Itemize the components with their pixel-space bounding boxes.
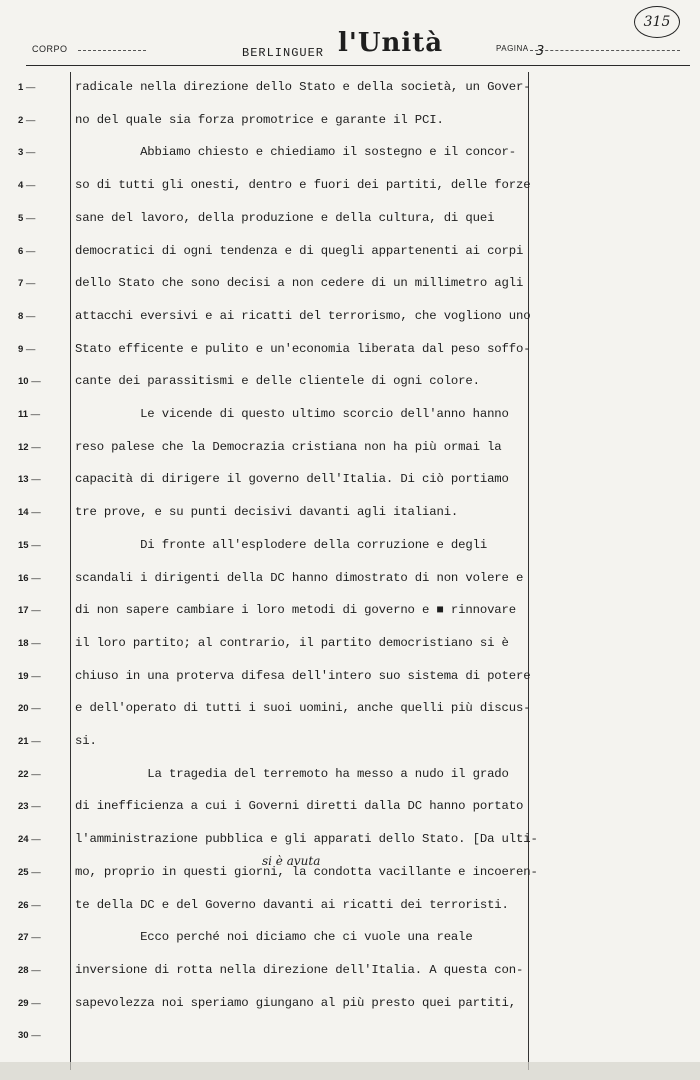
- text-line: chiuso in una proterva difesa dell'intero suo sistema di potere: [75, 668, 531, 683]
- line-number: 29 —: [18, 998, 66, 1009]
- line-number: 22 —: [18, 769, 66, 780]
- line-number: 15 —: [18, 540, 66, 551]
- text-line: sane del lavoro, della produzione e della cultura, di quei: [75, 210, 495, 225]
- line-number: 25 —: [18, 867, 66, 878]
- handwritten-annotation: si è avuta: [262, 854, 321, 868]
- text-line: La tragedia del terremoto ha messo a nudo il grado: [75, 766, 509, 781]
- text-line: di non sapere cambiare i loro metodi di governo e ■ rinnovare: [75, 603, 516, 618]
- text-line: reso palese che la Democrazia cristiana non ha più ormai la: [75, 439, 502, 454]
- line-number: 20 —: [18, 703, 66, 714]
- text-line: mo, proprio in questi giorni, la condotta vacillante e incoeren-: [75, 864, 538, 879]
- newspaper-logo: l'Unità: [338, 28, 444, 58]
- line-number: 12 —: [18, 442, 66, 453]
- line-number: 28 —: [18, 965, 66, 976]
- text-line: te della DC e del Governo davanti ai ricatti dei terroristi.: [75, 897, 509, 912]
- page-stamp: 315: [634, 6, 680, 38]
- text-line: Di fronte all'esplodere della corruzione e degli: [75, 537, 488, 552]
- right-margin-rule: [528, 72, 529, 1070]
- text-line: Ecco perché noi diciamo che ci vuole una reale: [75, 930, 473, 945]
- line-number: 5 —: [18, 213, 66, 224]
- line-number: 18 —: [18, 638, 66, 649]
- pagina-field-line: [530, 50, 680, 51]
- text-line: radicale nella direzione dello Stato e della società, un Gover-: [75, 80, 531, 94]
- line-number: 13 —: [18, 474, 66, 485]
- text-line: so di tutti gli onesti, dentro e fuori dei partiti, delle forze: [75, 178, 531, 193]
- corpo-label: CORPO: [32, 44, 68, 54]
- text-line: l'amministrazione pubblica e gli apparati dello Stato. [Da ulti-: [75, 832, 538, 847]
- line-number: 14 —: [18, 507, 66, 518]
- line-number: 6 —: [18, 246, 66, 257]
- text-line: il loro partito; al contrario, il partito democristiano si è: [75, 635, 509, 650]
- line-number: 4 —: [18, 180, 66, 191]
- pagina-label: PAGINA: [496, 44, 529, 53]
- text-line: tre prove, e su punti decisivi davanti agli italiani.: [75, 505, 459, 520]
- line-number: 3 —: [18, 147, 66, 158]
- line-number: 23 —: [18, 801, 66, 812]
- text-line: democratici di ogni tendenza e di quegli appartenenti ai corpi: [75, 243, 524, 258]
- text-line: si.: [75, 734, 97, 748]
- text-line: no del quale sia forza promotrice e garante il PCI.: [75, 112, 444, 127]
- text-line: cante dei parassitismi e delle clientele di ogni colore.: [75, 374, 480, 389]
- corpo-field-line: [78, 50, 146, 51]
- line-number: 21 —: [18, 736, 66, 747]
- text-line: dello Stato che sono decisi a non cedere di un millimetro agli: [75, 276, 524, 291]
- line-number: 17 —: [18, 605, 66, 616]
- line-number: 1 —: [18, 82, 66, 93]
- line-number: 27 —: [18, 932, 66, 943]
- text-line: sapevolezza noi speriamo giungano al più presto quei partiti,: [75, 995, 516, 1010]
- line-number: 16 —: [18, 573, 66, 584]
- line-number: 11 —: [18, 409, 66, 420]
- line-number: 10 —: [18, 376, 66, 387]
- text-line: Stato efficente e pulito e un'economia liberata dal peso soffo-: [75, 341, 531, 356]
- line-number: 30 —: [18, 1030, 66, 1041]
- text-line: capacità di dirigere il governo dell'Italia. Di ciò portiamo: [75, 472, 509, 487]
- text-line: Abbiamo chiesto e chiediamo il sostegno e il concor-: [75, 145, 516, 160]
- left-margin-rule: [70, 72, 71, 1070]
- line-number: 24 —: [18, 834, 66, 845]
- text-line: attacchi eversivi e ai ricatti del terrorismo, che vogliono uno: [75, 308, 531, 323]
- line-number: 2 —: [18, 115, 66, 126]
- line-number: 7 —: [18, 278, 66, 289]
- scan-noise: [0, 1062, 700, 1080]
- text-line: di inefficienza a cui i Governi diretti dalla DC hanno portato: [75, 799, 524, 814]
- text-line: e dell'operato di tutti i suoi uomini, anche quelli più discus-: [75, 701, 531, 716]
- header-rule: [26, 65, 690, 66]
- line-number: 8 —: [18, 311, 66, 322]
- author-field: BERLINGUER: [242, 46, 325, 60]
- text-line: inversione di rotta nella direzione dell'Italia. A questa con-: [75, 962, 524, 977]
- line-number: 26 —: [18, 900, 66, 911]
- page-number: 3: [536, 44, 545, 59]
- line-number: 9 —: [18, 344, 66, 355]
- text-line: Le vicende di questo ultimo scorcio dell'anno hanno: [75, 407, 509, 421]
- text-line: scandali i dirigenti della DC hanno dimostrato di non volere e: [75, 570, 524, 585]
- line-number: 19 —: [18, 671, 66, 682]
